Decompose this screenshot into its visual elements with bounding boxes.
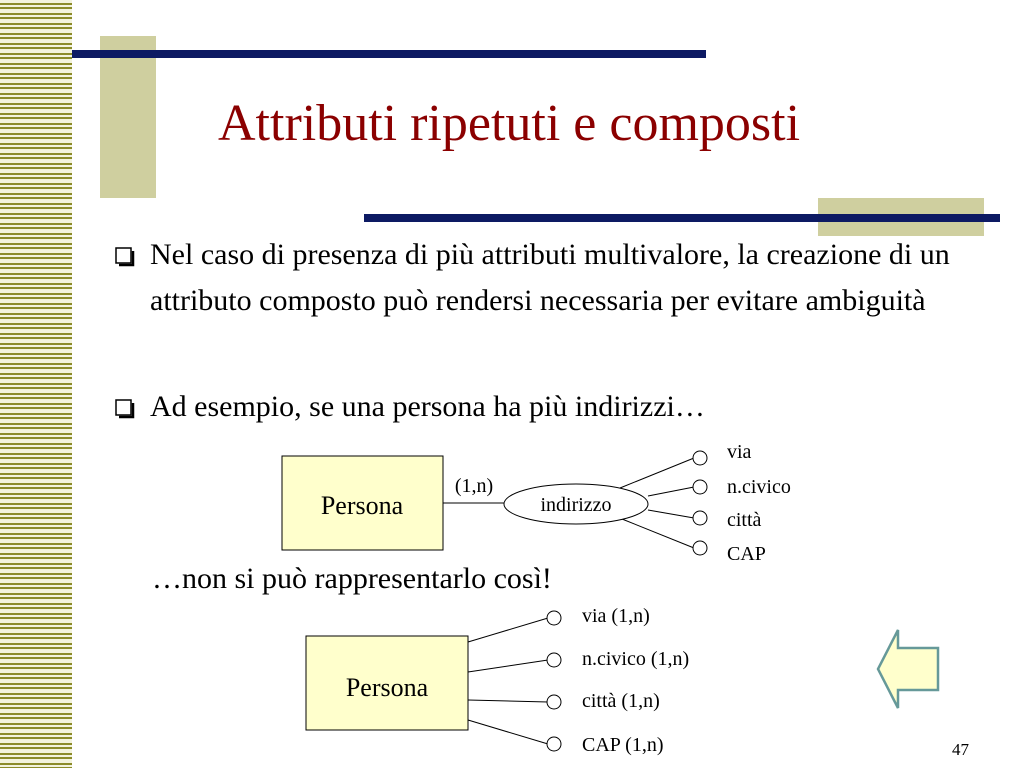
- sub-attribute-label: n.civico: [727, 476, 791, 498]
- entity-label: Persona: [345, 673, 429, 702]
- attribute-link: [468, 618, 548, 642]
- slide-title: Attributi ripetuti e composti: [218, 95, 801, 152]
- attribute-label: via (1,n): [582, 605, 650, 627]
- sub-attribute-label: città: [727, 509, 762, 531]
- attribute-label: n.civico (1,n): [582, 648, 690, 670]
- attribute-circle: [693, 480, 707, 494]
- attribute-link: [468, 660, 548, 672]
- sub-attribute-link: [622, 519, 694, 548]
- cardinality-label: (1,n): [454, 475, 494, 497]
- attribute-link: [468, 700, 548, 702]
- back-arrow-icon[interactable]: [876, 628, 942, 712]
- attribute-circle: [693, 511, 707, 525]
- attribute-label: CAP (1,n): [582, 734, 664, 756]
- attribute-circle: [693, 451, 707, 465]
- sub-attribute-label: via: [727, 441, 752, 463]
- attribute-circle: [693, 541, 707, 555]
- attribute-link: [468, 720, 548, 744]
- counterexample-caption: …non si può rappresentarlo così!: [152, 562, 552, 595]
- bullet-text: Ad esempio, se una persona ha più indirizzi…: [150, 390, 705, 423]
- attribute-label: città (1,n): [582, 690, 660, 712]
- sub-attribute-label: CAP: [727, 543, 766, 565]
- diagram-composite-attribute: [282, 441, 791, 565]
- diagram-multivalue-attributes: [306, 605, 689, 756]
- attribute-circle: [547, 695, 561, 709]
- bullet-text: Nel caso di presenza di più attributi multivalore, la creazione di un attributo composto può rendersi necessaria per evitare ambiguità: [150, 238, 950, 317]
- sub-attribute-link: [620, 458, 694, 488]
- page-number: 47: [952, 740, 969, 759]
- composite-attribute-label: indirizzo: [540, 494, 612, 516]
- sub-attribute-link: [648, 487, 694, 496]
- entity-label: Persona: [320, 491, 404, 520]
- attribute-circle: [547, 611, 561, 625]
- attribute-circle: [547, 737, 561, 751]
- sub-attribute-link: [648, 510, 694, 518]
- attribute-circle: [547, 653, 561, 667]
